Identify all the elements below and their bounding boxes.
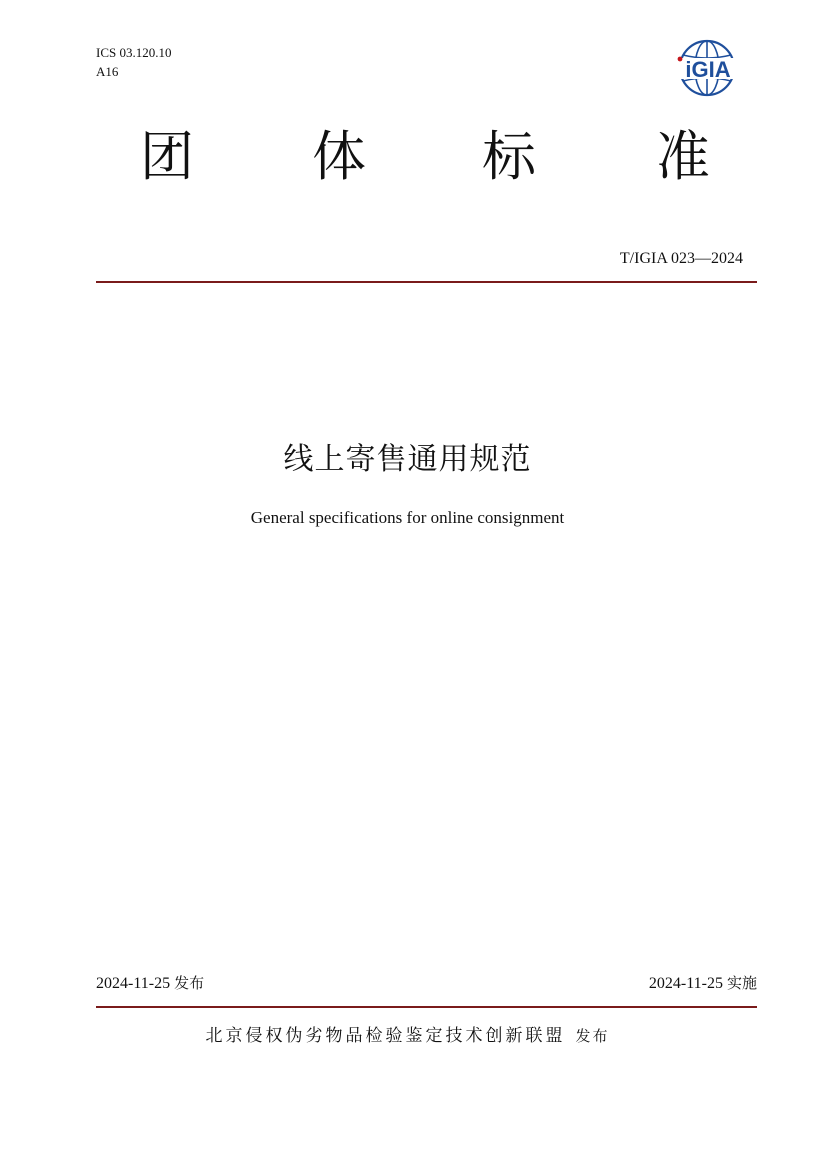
ics-code: ICS 03.120.10 <box>96 45 172 60</box>
banner-char-4: 准 <box>656 125 710 188</box>
standard-number: T/IGIA 023—2024 <box>619 250 743 267</box>
publisher-suffix: 发布 <box>575 1027 610 1045</box>
release-date-value: 2024-11-25 <box>96 975 171 992</box>
english-title: General specifications for online consignment <box>250 508 565 527</box>
classification-codes <box>96 43 171 81</box>
document-type-banner <box>96 122 756 192</box>
release-date <box>96 972 204 993</box>
chinese-title: 线上寄售通用规范 <box>283 442 532 477</box>
publisher <box>0 1021 815 1046</box>
banner-char-2: 体 <box>312 125 366 188</box>
top-divider <box>96 281 757 283</box>
globe-icon <box>674 38 742 98</box>
implementation-date-label: 实施 <box>726 974 757 992</box>
implementation-date <box>649 972 757 993</box>
logo-text: iGIA <box>685 57 731 82</box>
bottom-divider <box>96 1006 757 1008</box>
implementation-date-value: 2024-11-25 <box>648 975 723 992</box>
igia-logo <box>674 38 742 98</box>
publisher-name: 北京侵权伪劣物品检验鉴定技术创新联盟 <box>205 1026 566 1046</box>
release-date-label: 发布 <box>174 974 205 992</box>
ccs-code: A16 <box>96 64 119 79</box>
banner-char-3: 标 <box>482 125 536 188</box>
banner-char-1: 团 <box>140 125 194 188</box>
